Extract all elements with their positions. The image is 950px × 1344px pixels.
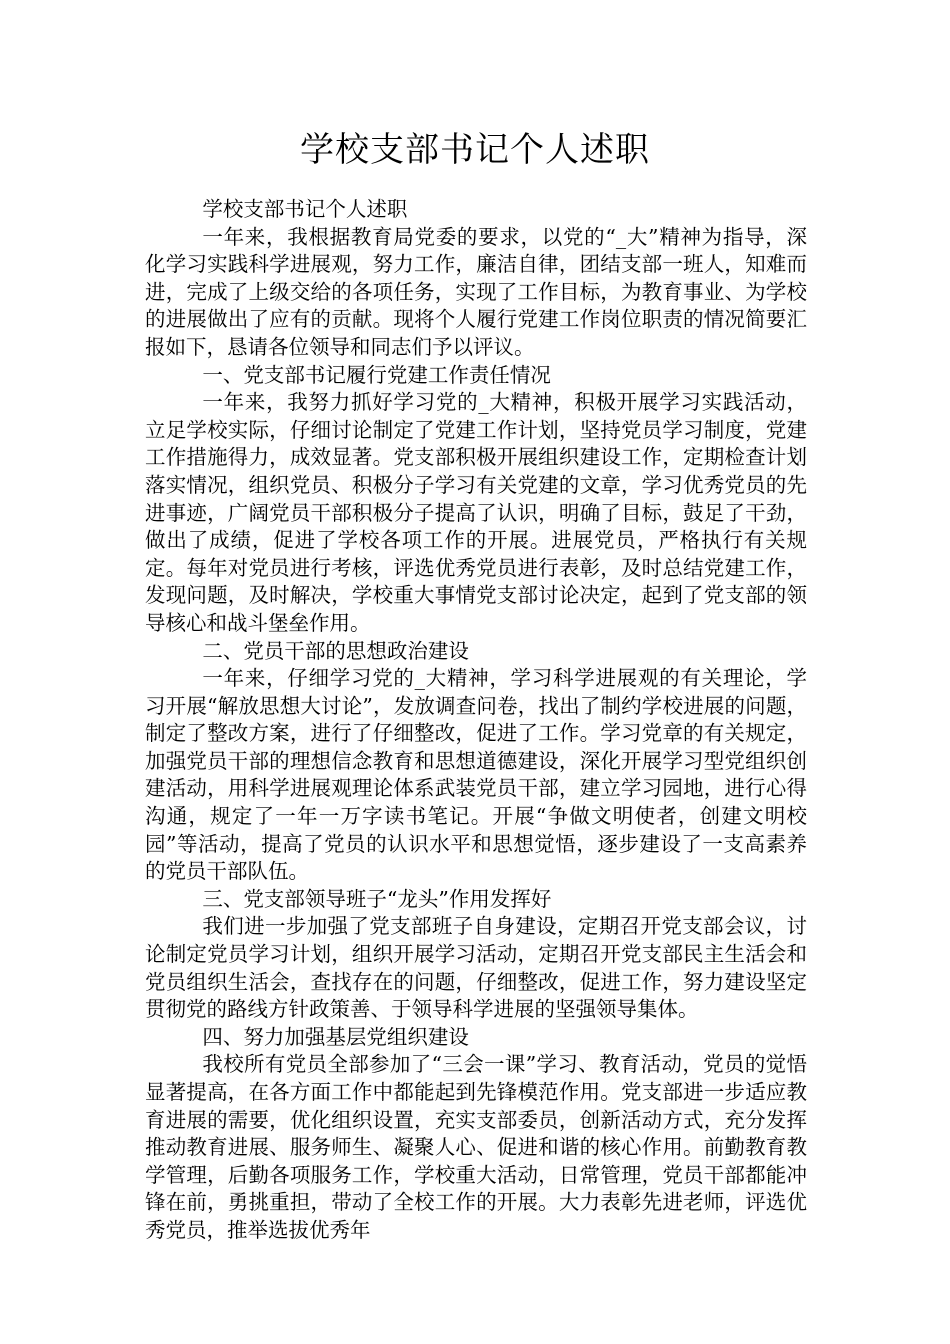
section-heading-2: 二、党员干部的思想政治建设 <box>202 638 469 663</box>
paragraph-section-2: 一年来，仔细学习党的_大精神，学习科学进展观的有关理论，学习开展“解放思想大讨论”，发放调查问卷，找出了制约学校进展的问题，制定了整改方案，进行了仔细整改，促进了工作。学习党章的有关规定，加强党员干部的理想信念教育和思想道德建设，深化开展学习型党组织创建活动，用科学进展观理论体系武装党员干部，建立学习园地，进行心得沟通，规定了一年一万字读书笔记。开展“争做文明使者，创建文明校园”等活动，提高了党员的认识水平和思想觉悟，逐步建设了一支高素养的党员干部队伍。 <box>145 666 807 884</box>
paragraph-subtitle: 学校支部书记个人述职 <box>202 197 408 221</box>
paragraph-section-4: 我校所有党员全部参加了“三会一课”学习、教育活动，党员的觉悟显著提高，在各方面工作中都能起到先锋模范作用。党支部进一步适应教育进展的需要，优化组织设置，充实支部委员，创新活动方式，充分发挥推动教育进展、服务师生、凝聚人心、促进和谐的核心作用。前勤教育教学管理，后勤各项服务工作，学校重大活动，日常管理，党员干部都能冲锋在前，勇挑重担，带动了全校工作的开展。大力表彰先进老师，评选优秀党员，推举选拔优秀年 <box>145 1052 807 1242</box>
paragraph-intro: 一年来，我根据教育局党委的要求，以党的“_大”精神为指导，深化学习实践科学进展观，努力工作，廉洁自律，团结支部一班人，知难而进，完成了上级交给的各项任务，实现了工作目标，为教育事业、为学校的进展做出了应有的贡献。现将个人履行党建工作岗位职责的情况简要汇报如下，恳请各位领导和同志们予以评议。 <box>145 224 807 359</box>
section-heading-1: 一、党支部书记履行党建工作责任情况 <box>202 362 551 387</box>
document-title: 学校支部书记个人述职 <box>300 130 650 170</box>
section-heading-3: 三、党支部领导班子“龙头”作用发挥好 <box>202 886 552 911</box>
document-body <box>145 196 807 1245</box>
section-heading-4: 四、努力加强基层党组织建设 <box>202 1024 469 1049</box>
paragraph-section-1: 一年来，我努力抓好学习党的_大精神，积极开展学习实践活动，立足学校实际，仔细讨论制定了党建工作计划，坚持党员学习制度，党建工作措施得力，成效显著。党支部积极开展组织建设工作，定期检查计划落实情况，组织党员、积极分子学习有关党建的文章，学习优秀党员的先进事迹，广阔党员干部积极分子提高了认识，明确了目标，鼓足了干劲，做出了成绩，促进了学校各项工作的开展。进展党员，严格执行有关规定。每年对党员进行考核，评选优秀党员进行表彰，及时总结党建工作，发现问题，及时解决，学校重大事情党支部讨论决定，起到了党支部的领导核心和战斗堡垒作用。 <box>145 390 807 635</box>
paragraph-section-3: 我们进一步加强了党支部班子自身建设，定期召开党支部会议，讨论制定党员学习计划，组织开展学习活动，定期召开党支部民主生活会和党员组织生活会，查找存在的问题，仔细整改，促进工作，努力建设坚定贯彻党的路线方针政策善、于领导科学进展的坚强领导集体。 <box>145 914 807 1022</box>
